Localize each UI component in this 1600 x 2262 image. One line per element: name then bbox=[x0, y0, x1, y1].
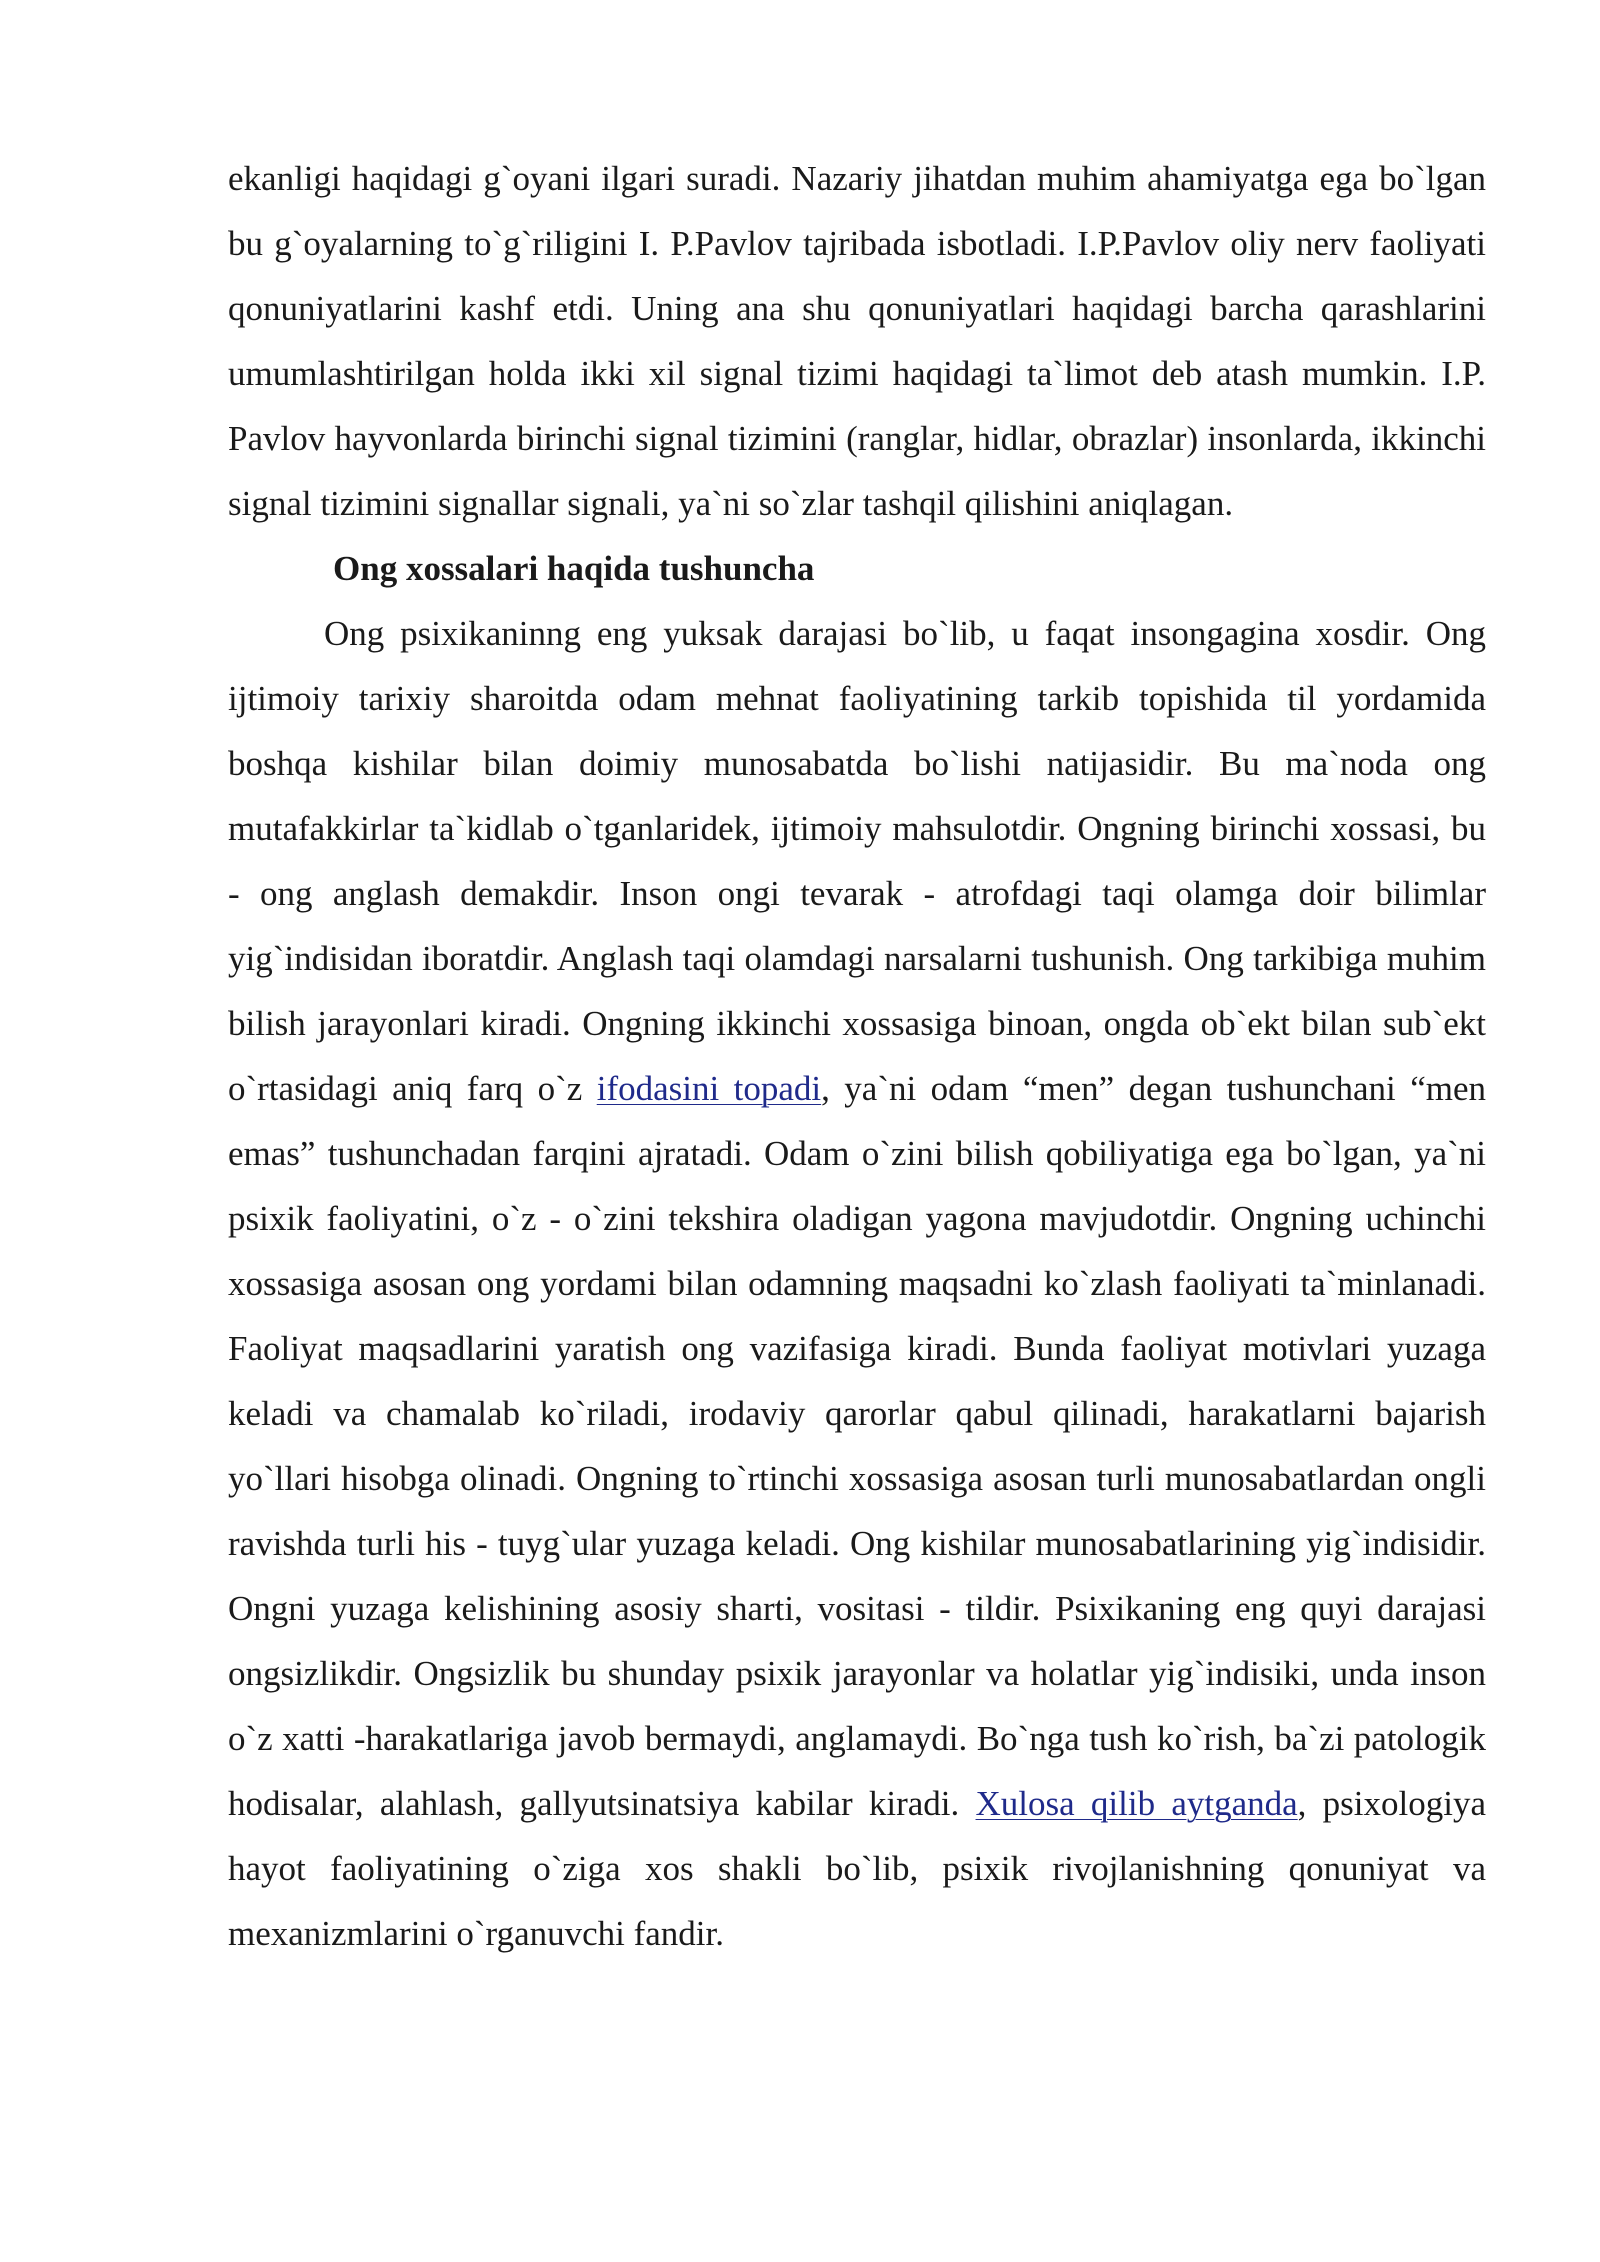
paragraph-text-part-2: , ya`ni odam “men” degan tushunchani “men emas” tushunchadan farqini ajratadi. Odam o`zini bilish qobiliyatiga ega bo`lgan, ya`ni psixik faoliyatini, o`z - o`zini tekshira oladigan yagona mavjudotdir. Ongning uchinchi xossasiga asosan ong yordami bilan odamning maqsadni ko`zlash faoliyati ta`minlanadi. Faoliyat maqsadlarini yaratish ong vazifasiga kiradi. Bunda faoliyat motivlari yuzaga keladi va chamalab ko`riladi, irodaviy qarorlar qabul qilinadi, harakatlarni bajarish yo`llari hisobga olinadi. Ongning to`rtinchi xossasiga asosan turli munosabatlardan ongli ravishda turli his - tuyg`ular yuzaga keladi. Ong kishilar munosabatlarining yig`indisidir. Ongni yuzaga kelishining asosiy sharti, vositasi - tildir. Psixikaning eng quyi darajasi ongsizlikdir. Ongsizlik bu shunday psixik jarayonlar va holatlar yig`indisiki, unda inson o`z xatti -harakatlariga javob bermaydi, anglamaydi. Bo`nga tush ko`rish, ba`zi patologik hodisalar, alahlash, gallyutsinatsiya kabilar kiradi. bbox=[228, 1069, 1486, 1823]
document-body bbox=[228, 146, 1486, 1966]
paragraph-ong-xossalari bbox=[228, 601, 1486, 1966]
paragraph-text-part-3: , psixologiya hayot faoliyatining o`ziga xos shakli bo`lib, psixik rivojlanishning qonuniyat va mexanizmlarini o`rganuvchi fandir. bbox=[228, 1784, 1486, 1953]
xulosa-qilib-aytganda-link[interactable]: Xulosa qilib aytganda bbox=[975, 1784, 1298, 1823]
paragraph-pavlov: ekanligi haqidagi g`oyani ilgari suradi. Nazariy jihatdan muhim ahamiyatga ega bo`lgan bu g`oyalarning to`g`riligini I. P.Pavlov tajribada isbotladi. I.P.Pavlov oliy nerv faoliyati qonuniyatlarini kashf etdi. Uning ana shu qonuniyatlari haqidagi barcha qarashlarini umumlashtirilgan holda ikki xil signal tizimi haqidagi ta`limot deb atash mumkin. I.P. Pavlov hayvonlarda birinchi signal tizimini (ranglar, hidlar, obrazlar) insonlarda, ikkinchi signal tizimini signallar signali, ya`ni so`zlar tashqil qilishini aniqlagan. bbox=[228, 159, 1486, 523]
ifodasini-topadi-link[interactable]: ifodasini topadi bbox=[596, 1069, 822, 1108]
section-heading: Ong xossalari haqida tushuncha bbox=[333, 549, 815, 588]
paragraph-text-part-1: Ong psixikaninng eng yuksak darajasi bo`lib, u faqat insongagina xosdir. Ong ijtimoiy tarixiy sharoitda odam mehnat faoliyatining tarkib topishida til yordamida boshqa kishilar bilan doimiy munosabatda bo`lishi natijasidir. Bu ma`noda ong mutafakkirlar ta`kidlab o`tganlaridek, ijtimoiy mahsulotdir. Ongning birinchi xossasi, bu - ong anglash demakdir. Inson ongi tevarak - atrofdagi taqi olamga doir bilimlar yig`indisidan iboratdir. Anglash taqi olamdagi narsalarni tushunish. Ong tarkibiga muhim bilish jarayonlari kiradi. Ongning ikkinchi xossasiga binoan, ongda ob`ekt bilan sub`ekt o`rtasidagi aniq farq o`z bbox=[228, 614, 1486, 1108]
